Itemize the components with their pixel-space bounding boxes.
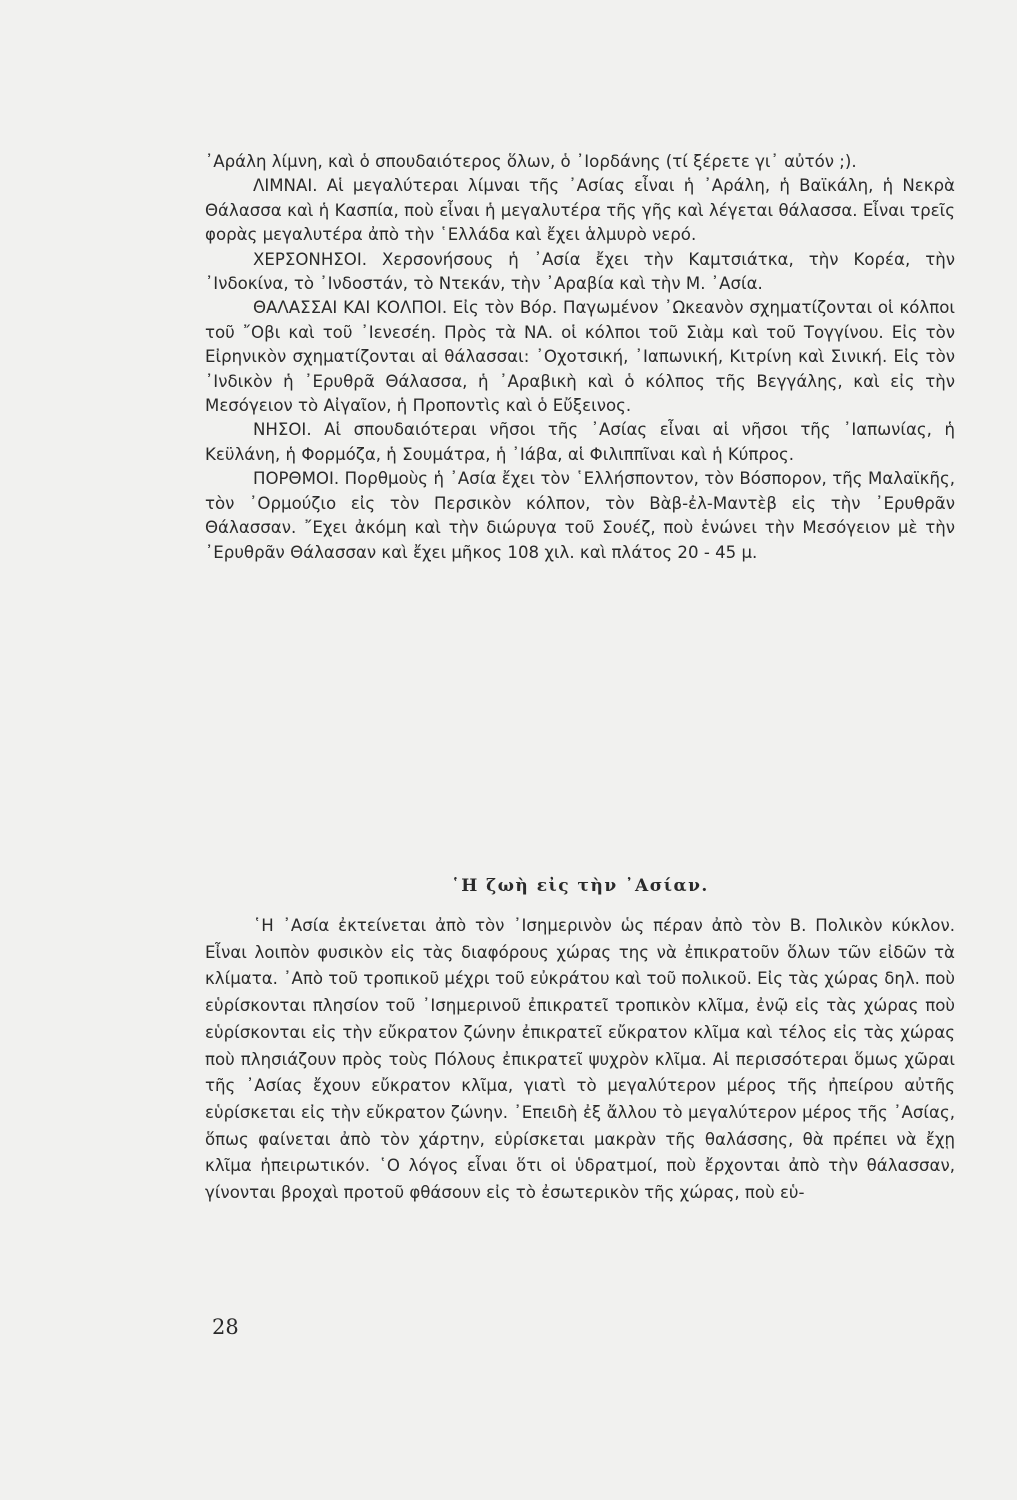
paragraph-seas-gulfs: ΘΑΛΑΣΣΑΙ ΚΑΙ ΚΟΛΠΟΙ. Εἰς τὸν Βόρ. Παγωμένον ᾿Ωκεανὸν σχηματίζονται οἱ κόλποι τοῦ ῎Οβι καὶ τοῦ ᾿Ιενεσέη. Πρὸς τὰ ΝΑ. οἱ κόλποι τοῦ Σιὰμ καὶ τοῦ Τογγίνου. Εἰς τὸν Εἰρηνικὸν σχηματίζονται αἱ θάλασσαι: ᾿Οχοτσική, ᾿Ιαπωνική, Κιτρίνη καὶ Σινική. Εἰς τὸν ᾿Ινδικὸν ἡ ᾿Ερυθρᾶ Θάλασσα, ἡ ᾿Αραβικὴ καὶ ὁ κόλπος τῆς Βεγγάλης, καὶ εἰς τὴν Μεσόγειον τὸ Αἰγαῖον, ἡ Προποντὶς καὶ ὁ Εὔξεινος. <box>205 298 955 416</box>
paragraph-straits: ΠΟΡΘΜΟΙ. Πορθμοὺς ἡ ᾿Ασία ἔχει τὸν ῾Ελλήσποντον, τὸν Βόσπορον, τῆς Μαλαϊκῆς, τὸν ᾿Ορμούζιο εἰς τὸν Περσικὸν κόλπον, τὸν Βὰβ-ἐλ-Μαντὲβ εἰς τὴν ᾿Ερυθρᾶν Θάλασσαν. ῎Εχει ἀκόμη καὶ τὴν διώρυγα τοῦ Σουέζ, ποὺ ἑνώνει τὴν Μεσόγειον μὲ τὴν ᾿Ερυθρᾶν Θάλασσαν καὶ ἔχει μῆκος 108 χιλ. καὶ πλάτος 20 - 45 μ. <box>205 469 955 562</box>
top-text-block <box>205 150 955 565</box>
paragraph-lakes: ΛΙΜΝΑΙ. Αἱ μεγαλύτεραι λίμναι τῆς ᾿Ασίας εἶναι ἡ ᾿Αράλη, ἡ Βαϊκάλη, ἡ Νεκρὰ Θάλασσα καὶ ἡ Κασπία, ποὺ εἶναι ἡ μεγαλυτέρα τῆς γῆς καὶ λέγεται θάλασσα. Εἶναι τρεῖς φορὰς μεγαλυτέρα ἀπὸ τὴν ῾Ελλάδα καὶ ἔχει ἁλμυρὸ νερό. <box>205 176 955 245</box>
section-heading: ῾Η ζωὴ εἰς τὴν ᾿Ασίαν. <box>451 876 709 896</box>
paragraph-climate: ῾Η ᾿Ασία ἐκτείνεται ἀπὸ τὸν ᾿Ισημερινὸν ὡς πέραν ἀπὸ τὸν Β. Πολικὸν κύκλον. Εἶναι λοιπὸν φυσικὸν εἰς τὰς διαφόρους χώρας της νὰ ἐπικρατοῦν ὅλων τῶν εἰδῶν τὰ κλίματα. ᾿Απὸ τοῦ τροπικοῦ μέχρι τοῦ εὐκράτου καὶ τοῦ πολικοῦ. Εἰς τὰς χώρας δηλ. ποὺ εὑρίσκονται πλησίον τοῦ ᾿Ισημερινοῦ ἐπικρατεῖ τροπικὸν κλῖμα, ἐνῷ εἰς τὰς χώρας ποὺ εὑρίσκονται εἰς τὴν εὔκρατον ζώνην ἐπικρατεῖ εὔκρατον κλῖμα καὶ τέλος εἰς τὰς χώρας ποὺ πλησιάζουν πρὸς τοὺς Πόλους ἐπικρατεῖ ψυχρὸν κλῖμα. Αἱ περισσότεραι ὅμως χῶραι τῆς ᾿Ασίας ἔχουν εὔκρατον κλῖμα, γιατὶ τὸ μεγαλύτερον μέρος τῆς ἠπείρου αὐτῆς εὑρίσκεται εἰς τὴν εὔκρατον ζώνην. ᾿Επειδὴ ἐξ ἄλλου τὸ μεγαλύτερον μέρος τῆς ᾿Ασίας, ὅπως φαίνεται ἀπὸ τὸν χάρτην, εὑρίσκεται μακρὰν τῆς θαλάσσης, θὰ πρέπει νὰ ἔχῃ κλῖμα ἠπειρωτικόν. ῾Ο λόγος εἶναι ὅτι οἱ ὑδρατμοί, ποὺ ἔρχονται ἀπὸ τὴν θάλασσαν, γίνονται βροχαὶ προτοῦ φθάσουν εἰς τὸ ἐσωτερικὸν τῆς χώρας, ποὺ εὑ- <box>205 916 955 1203</box>
page-number: 28 <box>212 1315 239 1339</box>
bottom-text-block <box>205 913 955 1207</box>
paragraph-peninsulas: ΧΕΡΣΟΝΗΣΟΙ. Χερσονήσους ἡ ᾿Ασία ἔχει τὴν Καμτσιάτκα, τὴν Κορέα, τὴν ᾿Ινδοκίνα, τὸ ᾿Ινδοστάν, τὸ Ντεκάν, τὴν ᾿Αραβία καὶ τὴν Μ. ᾿Ασία. <box>205 249 955 294</box>
paragraph-islands: ΝΗΣΟΙ. Αἱ σπουδαιότεραι νῆσοι τῆς ᾿Ασίας εἶναι αἱ νῆσοι τῆς ᾿Ιαπωνίας, ἡ Κεϋλάνη, ἡ Φορμόζα, ἡ Σουμάτρα, ἡ ᾿Ιάβα, αἱ Φιλιππῖναι καὶ ἡ Κύπρος. <box>205 420 955 464</box>
paragraph-jordan: ᾿Αράλη λίμνη, καὶ ὁ σπουδαιότερος ὅλων, ὁ ᾿Ιορδάνης (τί ξέρετε γι᾿ αὐτόν ;). <box>205 152 857 171</box>
